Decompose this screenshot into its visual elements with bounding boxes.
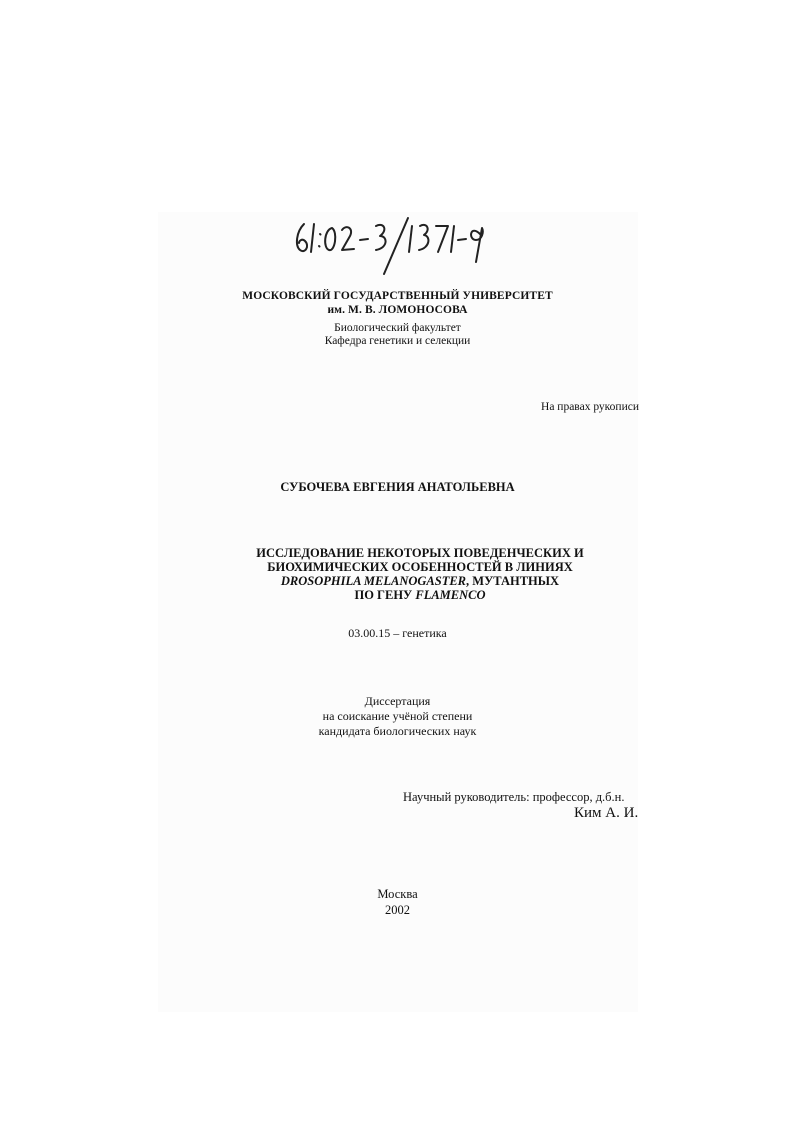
manuscript-rights-note: На правах рукописи (541, 401, 639, 413)
supervisor-label: Научный руководитель: профессор, д.б.н. (403, 790, 625, 804)
title-line-1: ИССЛЕДОВАНИЕ НЕКОТОРЫХ ПОВЕДЕНЧЕСКИХ И (256, 546, 584, 560)
supervisor-name: Ким А. И. (574, 805, 639, 821)
thesis-degree-line: на соискание учёной степени (322, 709, 473, 723)
title-line-2: БИОХИМИЧЕСКИХ ОСОБЕННОСТЕЙ В ЛИНИЯХ (267, 560, 573, 574)
species-name: DROSOPHILA MELANOGASTER (280, 574, 467, 588)
city: Москва (377, 887, 418, 901)
handwritten-catalog-number (290, 210, 510, 280)
author-name: СУБОЧЕВА ЕВГЕНИЯ АНАТОЛЬЕВНА (280, 480, 515, 494)
year: 2002 (385, 903, 410, 917)
dissertation-title (200, 546, 640, 602)
department-name: Кафедра генетики и селекции (324, 335, 471, 347)
title-line-4-prefix: ПО ГЕНУ (354, 588, 416, 602)
faculty-name: Биологический факультет (334, 322, 461, 334)
title-line-4 (200, 588, 640, 602)
title-line-3-rest: , МУТАНТНЫХ (466, 574, 560, 588)
gene-name: FLAMENCO (415, 588, 486, 602)
university-name: МОСКОВСКИЙ ГОСУДАРСТВЕННЫЙ УНИВЕРСИТЕТ (242, 290, 553, 302)
thesis-degree-field: кандидата биологических наук (318, 724, 477, 738)
title-line-3 (200, 574, 640, 588)
thesis-type: Диссертация (364, 694, 431, 708)
specialty-code: 03.00.15 – генетика (348, 626, 447, 640)
university-honorific: им. М. В. ЛОМОНОСОВА (327, 304, 468, 316)
